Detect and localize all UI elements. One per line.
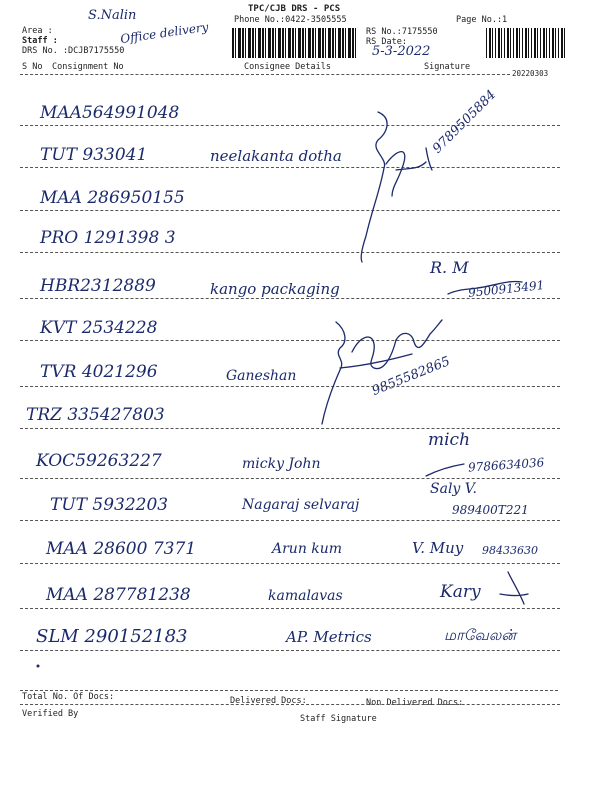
document-title: TPC/CJB DRS - PCS <box>248 4 341 14</box>
phone-number: Phone No.:0422-3505555 <box>234 15 347 25</box>
non-delivered-docs-label: Non Delivered Docs: <box>366 698 464 708</box>
consignment-number: MAA 287781238 <box>46 585 191 605</box>
staff-signature-label: Staff Signature <box>300 714 377 724</box>
footer-divider-2 <box>20 704 560 705</box>
signature-stroke <box>500 572 528 604</box>
col-consignee: Consignee Details <box>244 62 331 72</box>
signature-text: Kary <box>440 582 481 602</box>
verified-by-label: Verified By <box>22 709 79 719</box>
total-docs-label: Total No. Of Docs: <box>22 692 115 702</box>
delivered-docs-label: Delivered Docs: <box>230 696 307 706</box>
col-consignment: Consignment No <box>52 62 124 72</box>
signature-stroke <box>386 148 432 196</box>
rs-date-label: RS Date: <box>366 37 407 47</box>
consignee-name: micky John <box>242 456 321 472</box>
signature-stroke <box>340 320 442 369</box>
signature-stroke <box>322 322 345 424</box>
signature-text: மாவேலன் <box>444 626 516 644</box>
consignee-phone: 9789505884 <box>430 87 500 157</box>
consignee-name: kamalavas <box>268 588 343 604</box>
consignment-number: SLM 290152183 <box>36 626 188 647</box>
area-label: Area : <box>22 26 53 36</box>
consignee-phone: 9500913491 <box>467 278 545 300</box>
signature-text: mich <box>428 430 471 450</box>
rs-number: RS No.:7175550 <box>366 27 438 37</box>
date-code: 20220303 <box>512 69 549 78</box>
consignee-phone: 98433630 <box>482 544 538 557</box>
consignee-phone: 9786634036 <box>467 455 545 475</box>
consignment-number: TVR 4021296 <box>40 362 158 382</box>
consignment-number: MAA564991048 <box>40 103 180 123</box>
ink-dot <box>37 665 40 668</box>
consignee-name: AP. Metrics <box>286 628 372 646</box>
consignee-name: kango packaging <box>210 280 340 298</box>
page-number: Page No.:1 <box>456 15 508 25</box>
staff-label: Staff : <box>22 36 58 46</box>
consignment-number: MAA 28600 7371 <box>46 539 197 559</box>
consignee-name: Nagaraj selvaraj <box>242 497 360 513</box>
signature-text: R. M <box>430 258 469 277</box>
consignment-number: PRO 1291398 3 <box>40 228 176 248</box>
consignment-number: TRZ 335427803 <box>26 405 165 425</box>
consignee-phone: 9855582865 <box>370 354 453 399</box>
consignment-number: TUT 5932203 <box>50 495 169 515</box>
col-signature: Signature <box>424 62 471 72</box>
consignment-number: MAA 286950155 <box>40 188 185 208</box>
consignee-phone: 989400T221 <box>452 503 529 517</box>
signature-stroke <box>361 112 387 262</box>
consignment-number: TUT 933041 <box>40 145 148 165</box>
consignment-number: KOC59263227 <box>36 451 162 471</box>
rs-date-value: 5-3-2022 <box>372 44 431 59</box>
footer-divider <box>20 690 558 691</box>
signature-text: Saly V. <box>430 481 477 497</box>
col-sno: S No <box>22 62 43 72</box>
signature-text: V. Muy <box>412 539 464 557</box>
drs-number: DRS No. :DCJB7175550 <box>22 46 125 56</box>
signature-stroke <box>448 281 522 294</box>
handwritten-name: S.Nalin <box>88 8 137 23</box>
consignee-name: neelakanta dotha <box>210 147 342 165</box>
consignment-number: HBR2312889 <box>40 276 156 296</box>
consignment-number: KVT 2534228 <box>40 318 158 338</box>
handwritten-note: Office delivery <box>119 19 210 47</box>
consignee-name: Ganeshan <box>226 368 297 384</box>
signature-stroke <box>426 464 464 476</box>
consignee-name: Arun kum <box>272 541 343 557</box>
